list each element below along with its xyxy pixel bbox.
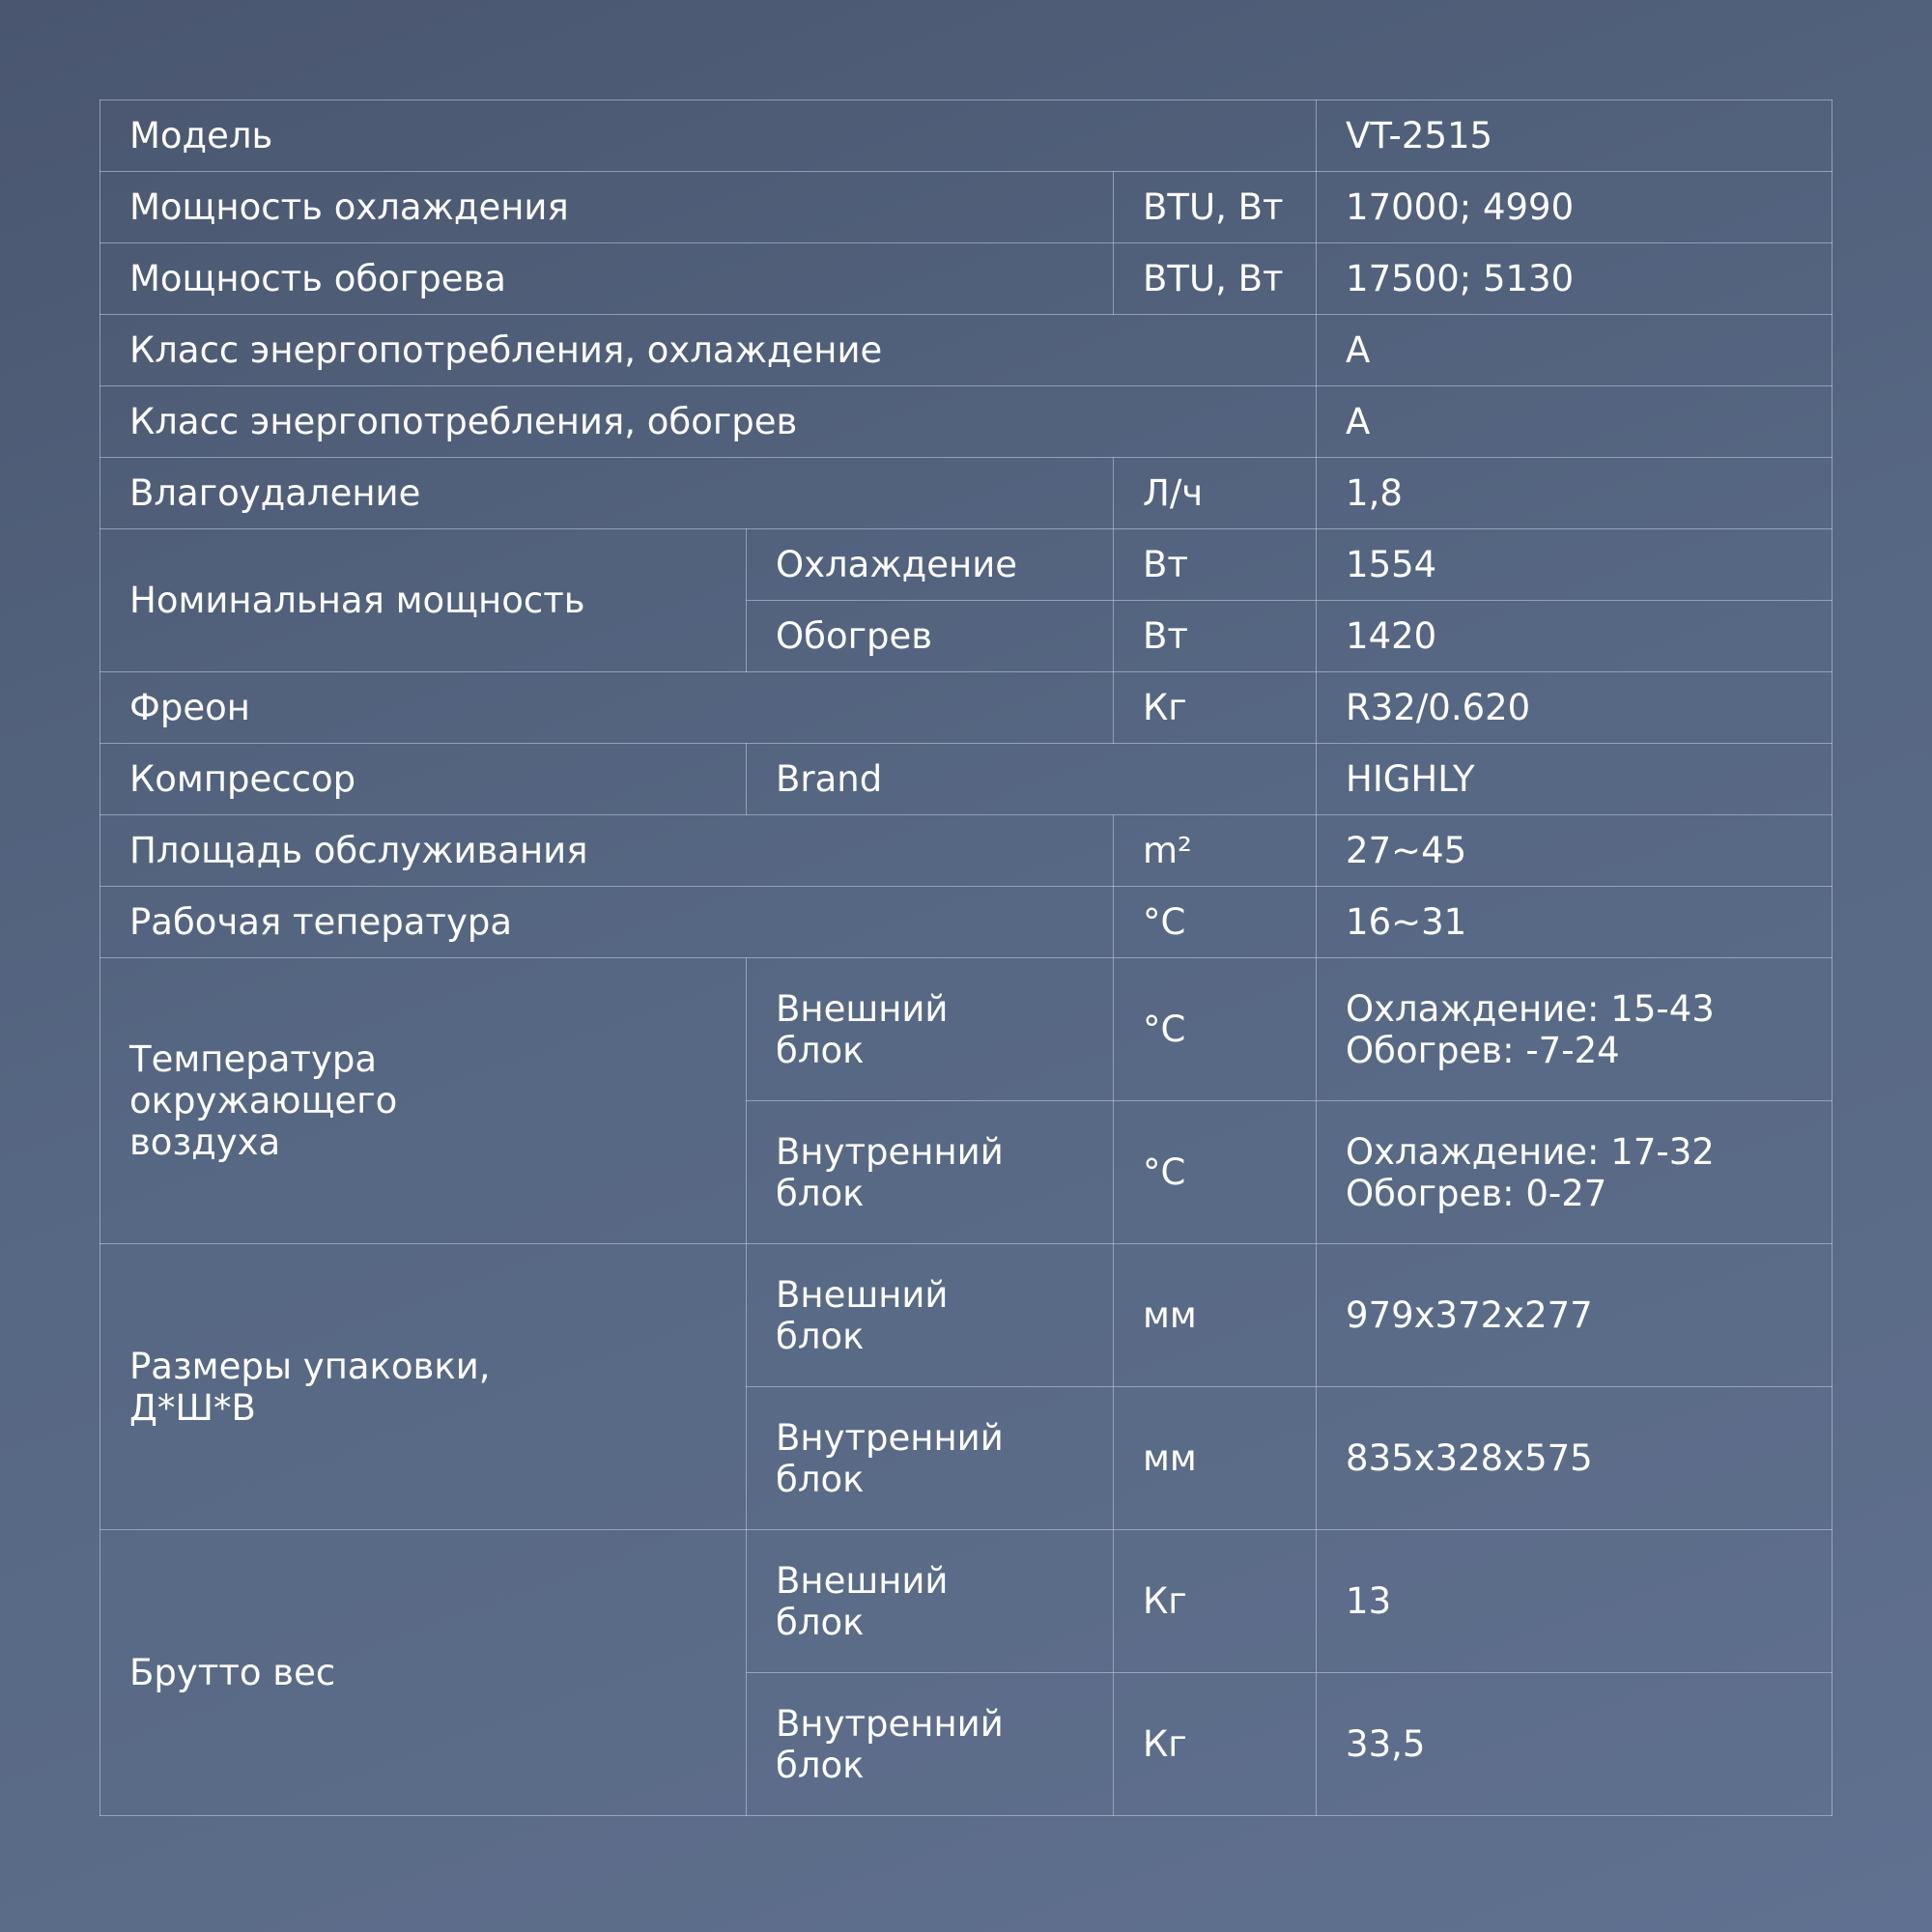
row-label: Модель bbox=[100, 100, 1317, 172]
row-sublabel: Обогрев bbox=[747, 601, 1114, 672]
row-unit: Вт bbox=[1114, 601, 1317, 672]
row-value: 1554 bbox=[1317, 529, 1833, 601]
row-sublabel: Внутренний блок bbox=[747, 1387, 1114, 1530]
row-unit: °C bbox=[1114, 958, 1317, 1101]
row-value: VT-2515 bbox=[1317, 100, 1833, 172]
row-value: HIGHLY bbox=[1317, 744, 1833, 815]
table-row bbox=[100, 386, 1833, 458]
row-value: Охлаждение: 15-43 Обогрев: -7-24 bbox=[1317, 958, 1833, 1101]
row-label: Компрессор bbox=[100, 744, 747, 815]
row-label: Номинальная мощность bbox=[100, 529, 747, 672]
row-unit: °C bbox=[1114, 1101, 1317, 1244]
table-row bbox=[100, 458, 1833, 529]
row-label: Класс энергопотребления, обогрев bbox=[100, 386, 1317, 458]
row-value: 17000; 4990 bbox=[1317, 172, 1833, 243]
row-label: Рабочая тепература bbox=[100, 887, 1114, 958]
row-unit: Кг bbox=[1114, 1673, 1317, 1816]
row-value: 1420 bbox=[1317, 601, 1833, 672]
row-label: Мощность обогрева bbox=[100, 243, 1114, 315]
row-label: Брутто вес bbox=[100, 1530, 747, 1816]
table-row bbox=[100, 100, 1833, 172]
table-row bbox=[100, 172, 1833, 243]
row-label: Класс энергопотребления, охлаждение bbox=[100, 315, 1317, 386]
table-row bbox=[100, 672, 1833, 744]
row-unit: мм bbox=[1114, 1244, 1317, 1387]
row-value: 27~45 bbox=[1317, 815, 1833, 887]
row-unit: Л/ч bbox=[1114, 458, 1317, 529]
row-label: Мощность охлаждения bbox=[100, 172, 1114, 243]
row-unit: Кг bbox=[1114, 672, 1317, 744]
row-value: A bbox=[1317, 315, 1833, 386]
table-row bbox=[100, 1530, 1833, 1673]
row-label: Влагоудаление bbox=[100, 458, 1114, 529]
row-sublabel: Внешний блок bbox=[747, 1244, 1114, 1387]
row-sublabel: Внешний блок bbox=[747, 958, 1114, 1101]
table-row bbox=[100, 815, 1833, 887]
row-value: R32/0.620 bbox=[1317, 672, 1833, 744]
row-unit: Вт bbox=[1114, 529, 1317, 601]
row-unit: BTU, Вт bbox=[1114, 172, 1317, 243]
row-unit: m² bbox=[1114, 815, 1317, 887]
row-value: 979x372x277 bbox=[1317, 1244, 1833, 1387]
table-row bbox=[100, 529, 1833, 601]
row-value: 1,8 bbox=[1317, 458, 1833, 529]
table-row bbox=[100, 958, 1833, 1101]
row-unit: мм bbox=[1114, 1387, 1317, 1530]
row-value: Охлаждение: 17-32 Обогрев: 0-27 bbox=[1317, 1101, 1833, 1244]
table-row bbox=[100, 315, 1833, 386]
row-value: 16~31 bbox=[1317, 887, 1833, 958]
row-value: 13 bbox=[1317, 1530, 1833, 1673]
row-label: Площадь обслуживания bbox=[100, 815, 1114, 887]
table-row bbox=[100, 887, 1833, 958]
row-sublabel: Brand bbox=[747, 744, 1317, 815]
row-sublabel: Внутренний блок bbox=[747, 1101, 1114, 1244]
row-sublabel: Внешний блок bbox=[747, 1530, 1114, 1673]
row-value: 17500; 5130 bbox=[1317, 243, 1833, 315]
table-row bbox=[100, 243, 1833, 315]
row-label: Температура окружающего воздуха bbox=[100, 958, 747, 1244]
row-unit: °C bbox=[1114, 887, 1317, 958]
row-label: Размеры упаковки, Д*Ш*В bbox=[100, 1244, 747, 1530]
row-unit: Кг bbox=[1114, 1530, 1317, 1673]
row-unit: BTU, Вт bbox=[1114, 243, 1317, 315]
row-sublabel: Внутренний блок bbox=[747, 1673, 1114, 1816]
row-value: A bbox=[1317, 386, 1833, 458]
spec-table bbox=[99, 99, 1833, 1816]
table-row bbox=[100, 1244, 1833, 1387]
table-row bbox=[100, 744, 1833, 815]
row-value: 835x328x575 bbox=[1317, 1387, 1833, 1530]
row-sublabel: Охлаждение bbox=[747, 529, 1114, 601]
row-value: 33,5 bbox=[1317, 1673, 1833, 1816]
row-label: Фреон bbox=[100, 672, 1114, 744]
